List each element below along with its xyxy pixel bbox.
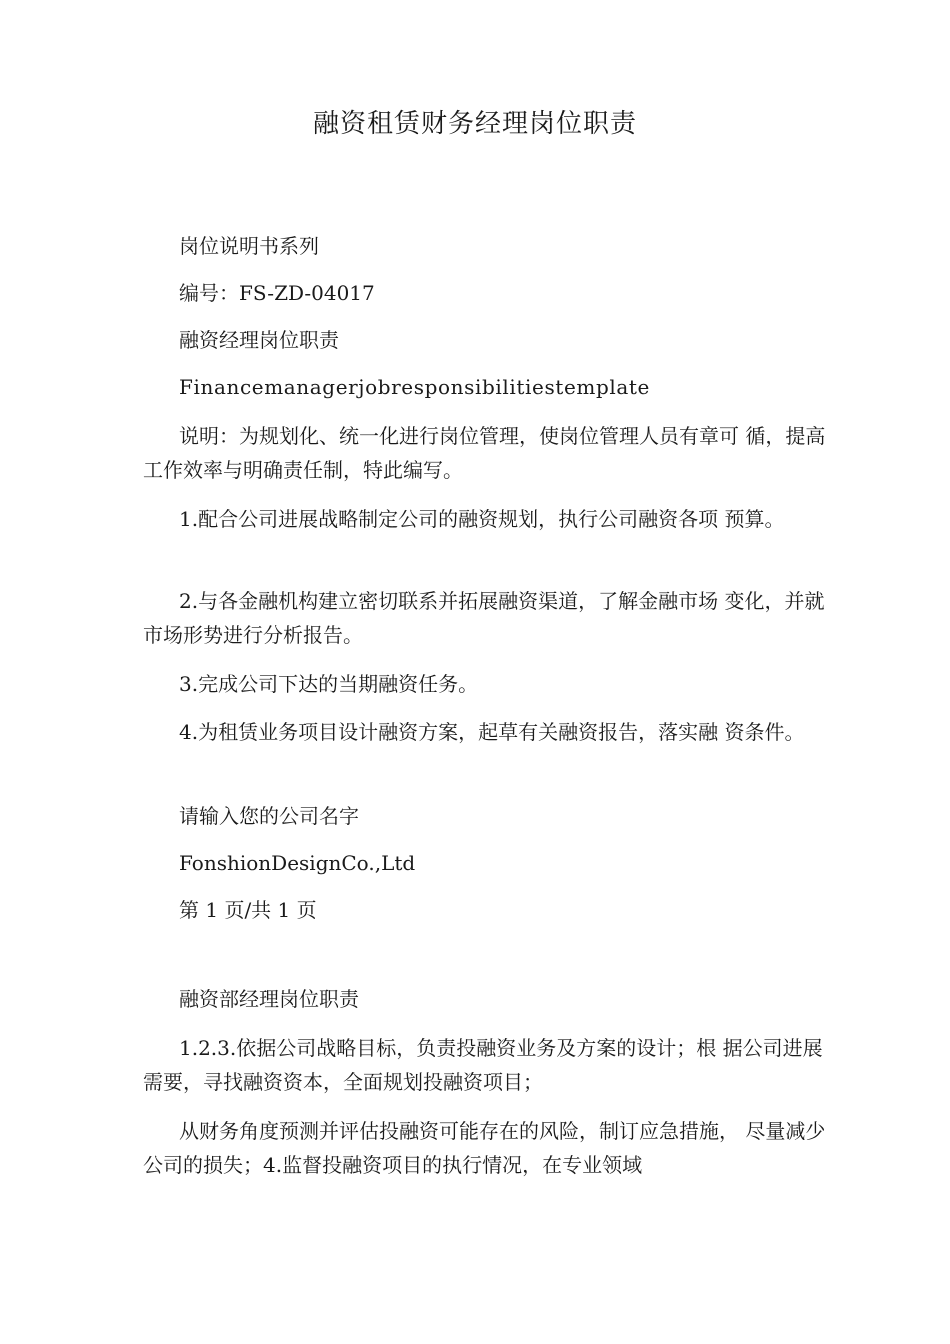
paragraph-series: 岗位说明书系列 — [179, 234, 319, 258]
paragraph-english-title: Financemanagerjobresponsibilitiestemplate — [179, 375, 650, 399]
paragraph-company-name: FonshionDesignCo.,Ltd — [179, 851, 416, 875]
paragraph-item-1: 1.配合公司进展战略制定公司的融资规划，执行公司融资各项 预算。 — [179, 507, 785, 531]
paragraph-item-2: 2.与各金融机构建立密切联系并拓展融资渠道，了解金融市场 变化，并就市场形势进行分析报告。 — [143, 589, 825, 647]
document-title: 融资租赁财务经理岗位职责 — [312, 109, 637, 139]
paragraph-code: 编号：FS-ZD-04017 — [179, 281, 375, 305]
paragraph-section-item-2: 从财务角度预测并评估投融资可能存在的风险，制订应急措施， 尽量减少公司的损失；4.监督投融资项目的执行情况，在专业领域 — [143, 1119, 826, 1177]
paragraph-section-item-1: 1.2.3.依据公司战略目标，负责投融资业务及方案的设计；根 据公司进展需要，寻找融资资本，全面规划投融资项目； — [143, 1036, 823, 1094]
paragraph-company-prompt: 请输入您的公司名字 — [179, 804, 359, 828]
paragraph-section-title: 融资部经理岗位职责 — [179, 987, 359, 1011]
paragraph-item-4: 4.为租赁业务项目设计融资方案，起草有关融资报告，落实融 资条件。 — [179, 720, 805, 744]
page-number: 第 1 页/共 1 页 — [179, 898, 317, 922]
paragraph-description: 说明：为规划化、统一化进行岗位管理，使岗位管理人员有章可 循，提高工作效率与明确责任制，特此编写。 — [143, 424, 826, 482]
paragraph-item-3: 3.完成公司下达的当期融资任务。 — [179, 672, 479, 696]
paragraph-subtitle: 融资经理岗位职责 — [179, 328, 339, 352]
